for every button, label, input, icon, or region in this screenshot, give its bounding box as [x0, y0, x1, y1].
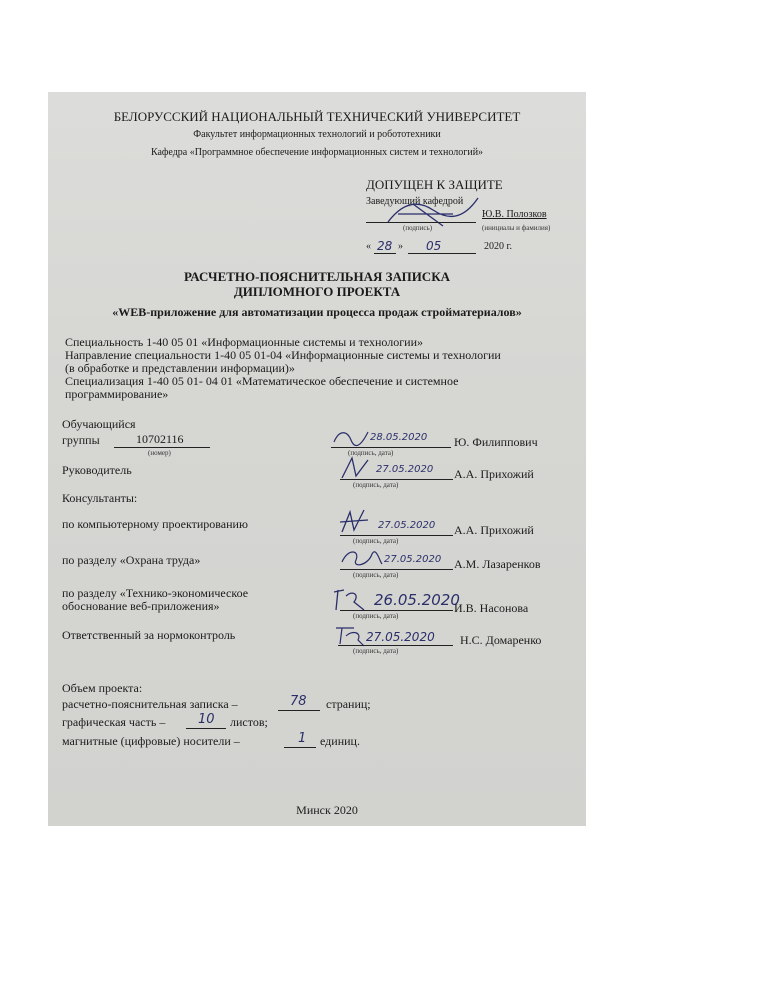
supervisor-name: А.А. Прихожий — [454, 467, 534, 481]
supervisor-label: Руководитель — [62, 463, 132, 477]
consultant-safety-sign-line — [340, 569, 453, 570]
head-label: Заведующий кафедрой — [366, 196, 464, 207]
consultant-economy-name: И.В. Насонова — [454, 601, 529, 615]
student-sign-line — [331, 447, 451, 448]
consultant-cad-name: А.А. Прихожий — [454, 523, 534, 537]
date-year: 2020 г. — [484, 241, 512, 252]
faculty-name: Факультет информационных технологий и робототехники — [193, 129, 441, 140]
volume-pages-unit: страниц; — [326, 697, 371, 711]
group-label: группы — [62, 433, 100, 447]
normcontrol-name: Н.С. Домаренко — [460, 633, 542, 647]
document-title-line1: РАСЧЕТНО-ПОЯСНИТЕЛЬНАЯ ЗАПИСКА — [183, 269, 451, 284]
specialty-line5: программирование» — [65, 387, 169, 401]
consultant-economy-sign-line — [340, 610, 453, 611]
university-name: БЕЛОРУССКИЙ НАЦИОНАЛЬНЫЙ ТЕХНИЧЕСКИЙ УНИВЕРСИТЕТ — [113, 109, 521, 124]
consultant-cad-sign-date: 27.05.2020 — [378, 520, 436, 531]
date-quote-open: « — [366, 241, 371, 252]
group-number: 10702116 — [136, 432, 184, 446]
document-page — [48, 92, 586, 826]
volume-graphics-line — [186, 728, 226, 729]
department-name: Кафедра «Программное обеспечение информационных систем и технологий» — [150, 147, 484, 158]
volume-pages-line — [278, 710, 320, 711]
date-day-line — [374, 253, 396, 254]
volume-media-label: магнитные (цифровые) носители – — [62, 734, 240, 748]
document-title-line2: ДИПЛОМНОГО ПРОЕКТА — [233, 284, 401, 299]
specialty-line2: Направление специальности 1-40 05 01-04 «Информационные системы и технологии — [65, 348, 501, 362]
approval-title: ДОПУЩЕН К ЗАЩИТЕ — [366, 177, 503, 192]
head-signature-line — [366, 222, 476, 223]
consultant-cad-signature — [338, 508, 374, 536]
volume-graphics-unit: листов; — [230, 715, 268, 729]
date-day: 28 — [377, 239, 393, 253]
head-signature-caption: (подпись) — [403, 224, 433, 232]
normcontrol-sign-caption: (подпись, дата) — [353, 647, 399, 655]
consultant-safety-name: А.М. Лазаренков — [454, 557, 541, 571]
specialty-line3: (в обработке и представлении информации)» — [65, 361, 295, 375]
volume-media-line — [284, 747, 316, 748]
head-name: Ю.В. Полозков — [482, 209, 547, 220]
consultant-label-economy-2: обоснование веб-приложения» — [62, 599, 220, 613]
consultant-safety-sign-caption: (подпись, дата) — [353, 571, 399, 579]
date-quote-close: » — [398, 241, 403, 252]
supervisor-sign-date: 27.05.2020 — [376, 464, 434, 475]
consultant-safety-sign-date: 27.05.2020 — [384, 554, 442, 565]
volume-graphics-label: графическая часть – — [62, 715, 166, 729]
city-year: Минск 2020 — [296, 803, 358, 817]
head-name-caption: (инициалы и фамилия) — [482, 224, 551, 232]
consultant-safety-signature — [338, 548, 384, 570]
specialty-line4: Специализация 1-40 05 01- 04 01 «Математическое обеспечение и системное — [65, 374, 459, 388]
consultant-label-safety: по разделу «Охрана труда» — [62, 553, 201, 567]
volume-graphics-value: 10 — [198, 712, 215, 727]
student-sign-caption: (подпись, дата) — [348, 449, 394, 457]
student-signature — [331, 428, 371, 448]
supervisor-sign-caption: (подпись, дата) — [353, 481, 399, 489]
consultant-cad-sign-caption: (подпись, дата) — [353, 537, 399, 545]
volume-media-unit: единиц. — [320, 734, 360, 748]
group-caption: (номер) — [148, 449, 171, 457]
consultants-label: Консультанты: — [62, 491, 138, 505]
consultant-cad-sign-line — [340, 535, 453, 536]
specialty-line1: Специальность 1-40 05 01 «Информационные системы и технологии» — [65, 335, 423, 349]
project-name: «WEB-приложение для автоматизации процесса продаж стройматериалов» — [112, 305, 522, 319]
volume-media-value: 1 — [298, 731, 307, 746]
normcontrol-label: Ответственный за нормоконтроль — [62, 628, 236, 642]
volume-pages-value: 78 — [290, 694, 307, 709]
normcontrol-sign-date: 27.05.2020 — [366, 630, 435, 644]
group-line — [114, 447, 210, 448]
student-label: Обучающийся — [62, 417, 136, 431]
volume-pages-label: расчетно-пояснительная записка – — [62, 697, 238, 711]
student-sign-date: 28.05.2020 — [370, 432, 428, 443]
date-month-line — [408, 253, 476, 254]
volume-title: Объем проекта: — [62, 681, 143, 695]
consultant-label-economy-1: по разделу «Технико-экономическое — [62, 586, 249, 600]
consultant-economy-sign-date: 26.05.2020 — [374, 591, 460, 609]
date-month: 05 — [426, 239, 442, 253]
consultant-label-cad: по компьютерному проектированию — [62, 517, 248, 531]
consultant-economy-sign-caption: (подпись, дата) — [353, 612, 399, 620]
normcontrol-sign-line — [338, 645, 453, 646]
supervisor-sign-line — [340, 479, 453, 480]
student-name: Ю. Филиппович — [454, 435, 538, 449]
